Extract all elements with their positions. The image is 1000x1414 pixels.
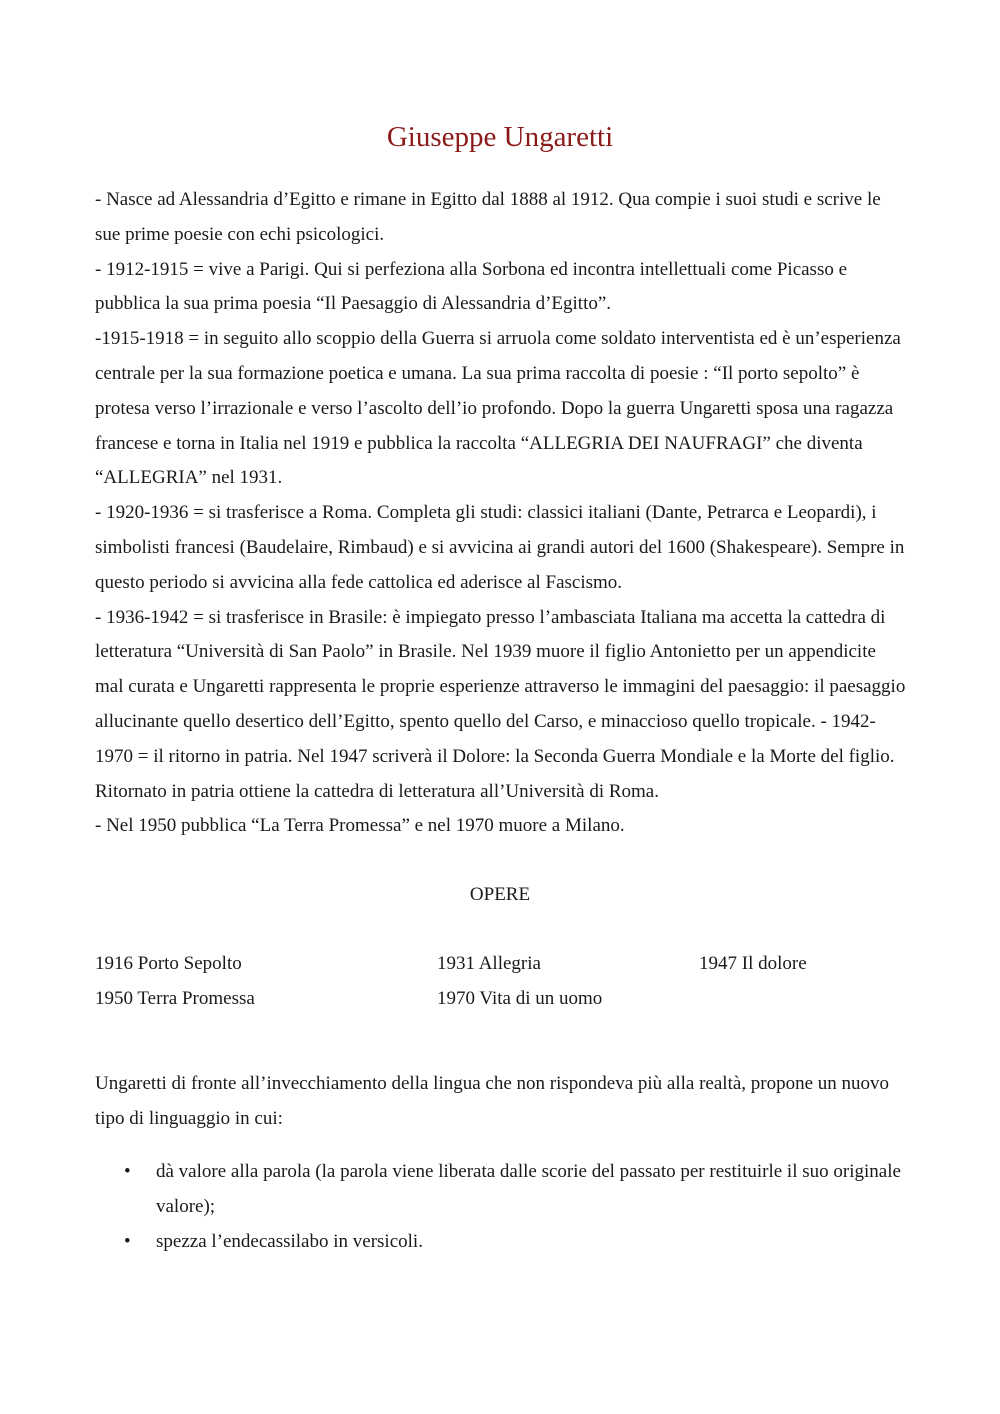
biography-paragraph: - 1920-1936 = si trasferisce a Roma. Completa gli studi: classici italiani (Dante, Petrarca e Leopardi), i simbolisti francesi (Baudelaire, Rimbaud) e si avvicina ai grandi autori del 1600 (Shakespeare). Sempre in questo periodo si avvicina alla fede cattolica ed aderisce al Fascismo. [95,502,905,593]
works-row [95,982,907,1017]
language-bullet-list [95,1155,907,1259]
list-item [95,1225,907,1260]
works-row [95,947,907,982]
work-entry: 1950 Terra Promessa [95,987,255,1009]
page-title: Giuseppe Ungaretti [386,121,614,153]
bullet-icon: • [124,1230,131,1252]
bullet-icon: • [124,1161,131,1182]
biography-paragraph: - Nel 1950 pubblica “La Terra Promessa” e nel 1970 muore a Milano. [95,815,625,837]
biography-paragraph: -1915-1918 = in seguito allo scoppio della Guerra si arruola come soldato interventista ed è un’esperienza centrale per la sua formazione poetica e umana. La sua prima raccolta di poesie : “Il porto sepolto” è protesa verso l’irrazionale e verso l’ascolto dell’io profondo. Dopo la guerra Ungaretti sposa una ragazza francese e torna in Italia nel 1919 e pubblica la raccolta “ALLEGRIA DEI NAUFRAGI” che diventa “ALLEGRIA” nel 1931. [95,328,901,489]
list-item-text: dà valore alla parola (la parola viene liberata dalle scorie del passato per restituirle il suo originale valore); [156,1161,901,1217]
works-table [95,947,907,1017]
biography-paragraph: - 1936-1942 = si trasferisce in Brasile: è impiegato presso l’ambasciata Italiana ma accetta la cattedra di letteratura “Università di San Paolo” in Brasile. Nel 1939 muore il figlio Antonietto per un appendicite mal curata e Ungaretti rappresenta le proprie esperienze attraverso le immagini del paesaggio: il paesaggio allucinante quello desertico dell’Egitto, spento quello del Carso, e minaccioso quello tropicale. - 1942-1970 = il ritorno in patria. Nel 1947 scriverà il Dolore: la Seconda Guerra Mondiale e la Morte del figlio. Ritornato in patria ottiene la cattedra di letteratura all’Università di Roma. [95,606,906,802]
work-entry: 1931 Allegria [437,953,541,974]
works-heading: OPERE [469,884,531,905]
biography-paragraph: - Nasce ad Alessandria d’Egitto e rimane in Egitto dal 1888 al 1912. Qua compie i suoi studi e scrive le sue prime poesie con echi psicologici. [95,189,881,245]
biography-paragraph: - 1912-1915 = vive a Parigi. Qui si perfeziona alla Sorbona ed incontra intellettuali come Picasso e pubblica la sua prima poesia “Il Paesaggio di Alessandria d’Egitto”. [95,258,848,315]
work-entry: 1970 Vita di un uomo [437,987,603,1009]
work-entry: 1947 Il dolore [699,953,807,974]
list-item-text: spezza l’endecassilabo in versicoli. [156,1230,423,1252]
language-intro: Ungaretti di fronte all’invecchiamento della lingua che non rispondeva più alla realtà, propone un nuovo tipo di linguaggio in cui: [95,1073,890,1129]
work-entry: 1916 Porto Sepolto [95,953,242,974]
biography-section [95,183,907,844]
list-item [95,1155,907,1225]
language-section [95,1067,907,1137]
